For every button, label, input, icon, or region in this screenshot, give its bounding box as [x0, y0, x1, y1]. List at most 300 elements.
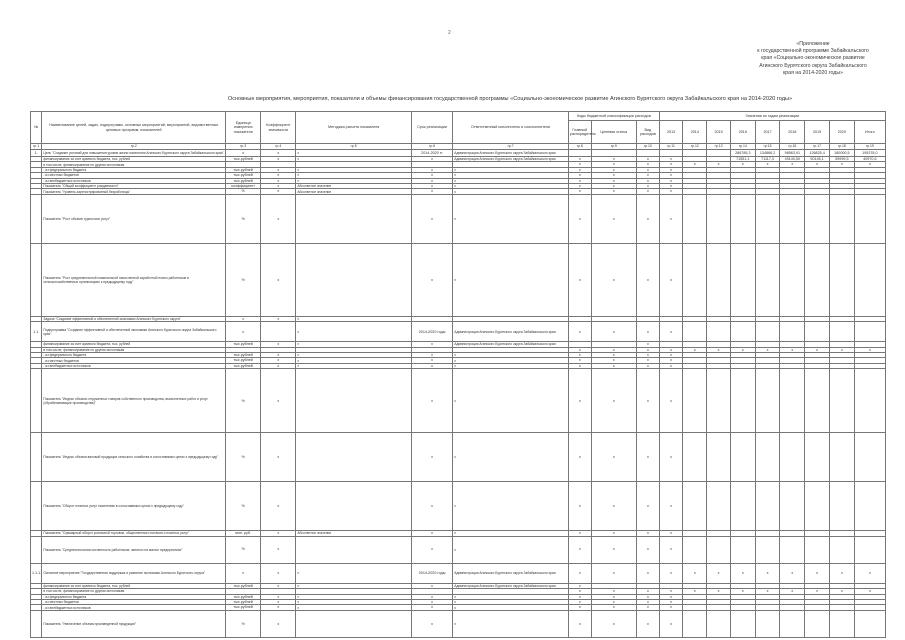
row-name-cell: Показатель "Оборот платных услуг населению в сопоставимых ценах к предыдущему году": [42, 482, 226, 531]
table-cell: х: [683, 347, 707, 352]
table-cell: х: [659, 369, 683, 433]
table-cell: х: [261, 316, 296, 321]
attachment-line: к государственной программе Забайкальского: [757, 48, 869, 55]
table-cell: х: [659, 157, 683, 162]
table-cell: х: [659, 189, 683, 194]
table-cell: [730, 433, 755, 482]
table-cell: [683, 322, 707, 342]
table-cell: [707, 482, 731, 531]
table-cell: 286785,3: [730, 150, 755, 157]
table-cell: х: [453, 167, 569, 172]
row-name-cell: - из внебюджетных источников: [42, 605, 226, 610]
table-cell: х: [296, 157, 412, 162]
table-cell: х: [261, 173, 296, 178]
table-cell: х: [591, 369, 636, 433]
table-cell: х: [707, 563, 731, 583]
table-cell: х: [568, 353, 591, 358]
table-cell: х: [591, 162, 636, 167]
table-cell: [683, 536, 707, 563]
table-cell: [829, 243, 854, 316]
table-cell: [854, 610, 885, 637]
table-cell: х: [411, 583, 452, 588]
table-cell: х: [591, 433, 636, 482]
table-cell: х: [637, 157, 660, 162]
table-cell: х: [296, 594, 412, 599]
column-index-cell: гр.15: [755, 144, 780, 150]
table-cell: х: [829, 162, 854, 167]
table-cell: х: [411, 243, 452, 316]
table-cell: [755, 243, 780, 316]
column-index-cell: гр.10: [637, 144, 660, 150]
table-cell: х: [780, 589, 805, 594]
header-year: 2014: [683, 121, 707, 144]
table-cell: х: [659, 594, 683, 599]
table-cell: х: [411, 184, 452, 189]
table-cell: х: [637, 342, 660, 347]
table-cell: х: [226, 563, 261, 583]
table-cell: х: [296, 353, 412, 358]
header-year: 2020: [829, 121, 854, 144]
table-cell: х: [591, 184, 636, 189]
row-name-cell: Показатель "Индекс объема отгруженных товаров собственного производства, выполненных работ и услуг (обрабатывающие производства)": [42, 369, 226, 433]
table-cell: тыс.рублей: [226, 594, 261, 599]
table-cell: х: [659, 194, 683, 243]
table-cell: х: [411, 482, 452, 531]
row-name-cell: - из внебюджетных источников: [42, 178, 226, 183]
table-cell: [755, 482, 780, 531]
table-cell: х: [637, 536, 660, 563]
table-cell: [296, 536, 412, 563]
table-cell: х: [568, 599, 591, 604]
row-name-cell: Задача "Создание эффективной и обеспеченной экономики Агинского Бурятского округа": [42, 316, 226, 321]
table-cell: [805, 610, 830, 637]
table-cell: х: [637, 162, 660, 167]
table-cell: х: [453, 363, 569, 368]
table-cell: %: [226, 433, 261, 482]
table-cell: х: [568, 583, 591, 588]
table-cell: х: [568, 194, 591, 243]
table-cell: [683, 194, 707, 243]
table-cell: х: [411, 605, 452, 610]
table-cell: х: [637, 433, 660, 482]
row-name-cell: финансирование за счет краевого бюджета, тыс. рублей: [42, 342, 226, 347]
row-name-cell: Показатель "Увеличение объема произведенной продукции": [42, 610, 226, 637]
header-year: 2017: [755, 121, 780, 144]
table-cell: х: [591, 605, 636, 610]
table-cell: [854, 433, 885, 482]
table-cell: х: [261, 563, 296, 583]
table-cell: [755, 610, 780, 637]
table-cell: х: [411, 189, 452, 194]
table-cell: [707, 243, 731, 316]
header-period: Срок реализации: [411, 112, 452, 144]
table-cell: х: [591, 173, 636, 178]
table-cell: х: [226, 322, 261, 342]
table-cell: Абсолютное значение: [296, 184, 412, 189]
table-cell: х: [854, 563, 885, 583]
table-cell: х: [659, 162, 683, 167]
table-cell: х: [755, 563, 780, 583]
table-cell: [31, 610, 42, 637]
table-cell: [659, 150, 683, 157]
table-cell: тыс.рублей: [226, 599, 261, 604]
table-cell: х: [568, 594, 591, 599]
table-cell: х: [591, 167, 636, 172]
row-name-cell: финансирование за счет краевого бюджета, тыс. рублей: [42, 583, 226, 588]
header-year: 2019: [805, 121, 830, 144]
table-cell: х: [637, 194, 660, 243]
table-cell: коэффициент: [226, 184, 261, 189]
header-code-cs: Целевая статья: [591, 121, 636, 144]
table-cell: х: [637, 599, 660, 604]
table-cell: х: [780, 347, 805, 352]
table-cell: х: [568, 563, 591, 583]
table-cell: х: [829, 589, 854, 594]
row-name-cell: - из федерального бюджета: [42, 167, 226, 172]
table-cell: 1.: [31, 150, 42, 157]
table-cell: х: [568, 536, 591, 563]
table-cell: х: [568, 162, 591, 167]
table-cell: х: [453, 531, 569, 536]
table-cell: [296, 433, 412, 482]
table-cell: х: [411, 363, 452, 368]
table-cell: х: [637, 173, 660, 178]
table-cell: [805, 194, 830, 243]
table-cell: х: [659, 184, 683, 189]
table-cell: [707, 536, 731, 563]
header-coef: Коэффициент значимости: [261, 112, 296, 144]
table-cell: тыс.рублей: [226, 605, 261, 610]
header-year: 2016: [730, 121, 755, 144]
table-cell: х: [568, 358, 591, 363]
table-cell: х: [568, 167, 591, 172]
column-index-cell: гр.1: [31, 144, 42, 150]
table-cell: х: [591, 531, 636, 536]
table-cell: х: [659, 173, 683, 178]
column-index-cell: гр.3: [226, 144, 261, 150]
table-cell: [755, 194, 780, 243]
table-cell: тыс.рублей: [226, 353, 261, 358]
row-name-cell: - из федерального бюджета: [42, 594, 226, 599]
table-cell: тыс.рублей: [226, 583, 261, 588]
table-cell: [730, 482, 755, 531]
table-cell: [755, 322, 780, 342]
table-cell: [780, 322, 805, 342]
table-cell: х: [659, 589, 683, 594]
table-cell: [31, 536, 42, 563]
header-year: 2018: [780, 121, 805, 144]
table-cell: 1.1.: [31, 322, 42, 342]
table-cell: [780, 536, 805, 563]
page-number: 2: [448, 30, 451, 36]
table-cell: [854, 369, 885, 433]
table-cell: х: [261, 189, 296, 194]
table-cell: [707, 150, 731, 157]
table-cell: х: [296, 178, 412, 183]
table-cell: Абсолютное значение: [296, 531, 412, 536]
table-cell: х: [261, 433, 296, 482]
table-cell: х: [854, 589, 885, 594]
table-row: [31, 369, 886, 433]
row-name-cell: - из местных бюджетов: [42, 358, 226, 363]
table-cell: х: [659, 178, 683, 183]
row-name-cell: - из внебюджетных источников: [42, 363, 226, 368]
table-cell: х: [637, 167, 660, 172]
table-cell: х: [296, 342, 412, 347]
table-cell: х: [659, 563, 683, 583]
table-cell: Абсолютное значение: [296, 189, 412, 194]
table-cell: х: [637, 184, 660, 189]
table-cell: [568, 150, 591, 157]
table-cell: 180000,5: [829, 150, 854, 157]
table-cell: х: [591, 599, 636, 604]
row-name-cell: финансирование за счет краевого бюджета, тыс. рублей: [42, 157, 226, 162]
table-cell: х: [411, 536, 452, 563]
table-cell: х: [755, 347, 780, 352]
table-cell: х: [854, 162, 885, 167]
table-cell: х: [261, 536, 296, 563]
table-cell: х: [296, 358, 412, 363]
header-row-top: [31, 112, 886, 121]
table-cell: [854, 194, 885, 243]
table-cell: [755, 536, 780, 563]
table-cell: х: [829, 563, 854, 583]
table-cell: х: [637, 189, 660, 194]
table-cell: х: [411, 353, 452, 358]
table-cell: х: [411, 531, 452, 536]
table-cell: х: [659, 482, 683, 531]
table-cell: х: [637, 358, 660, 363]
table-cell: [829, 322, 854, 342]
table-cell: [730, 322, 755, 342]
table-cell: х: [591, 563, 636, 583]
table-cell: 2014-2020 гг.: [411, 150, 452, 157]
table-cell: х: [453, 194, 569, 243]
table-cell: х: [637, 243, 660, 316]
document-title: Основные мероприятия, мероприятия, показатели и объемы финансирования государственной программы «Социально-экономическое развитие Агинского Бурятского округа Забайкальского края на 2014-2020 годы»: [227, 96, 793, 102]
row-name-cell: Цель "Создание условий для повышения уровня жизни населения Агинского Бурятского округа Забайкальского края": [43, 151, 224, 155]
table-cell: х: [261, 194, 296, 243]
table-cell: [755, 369, 780, 433]
table-body: [31, 144, 886, 638]
table-cell: х: [453, 482, 569, 531]
column-index-cell: гр.16: [780, 144, 805, 150]
table-cell: [707, 194, 731, 243]
table-cell: х: [226, 150, 261, 157]
table-cell: %: [226, 369, 261, 433]
table-cell: [854, 536, 885, 563]
table-cell: Администрация Агинского Бурятского округа Забайкальского края: [453, 563, 569, 583]
table-cell: х: [411, 173, 452, 178]
table-cell: х: [637, 178, 660, 183]
table-cell: х: [683, 589, 707, 594]
table-cell: х: [730, 347, 755, 352]
table-row: [31, 194, 886, 243]
table-cell: х: [453, 353, 569, 358]
table-cell: х: [411, 178, 452, 183]
table-cell: [707, 369, 731, 433]
table-cell: [707, 610, 731, 637]
table-cell: х: [637, 482, 660, 531]
row-name-cell: - из федерального бюджета: [42, 353, 226, 358]
table-cell: [31, 433, 42, 482]
table-cell: 134866,2: [755, 150, 780, 157]
table-cell: х: [261, 243, 296, 316]
table-row: [31, 243, 886, 316]
table-cell: [296, 610, 412, 637]
table-cell: х: [568, 589, 591, 594]
table-cell: х: [805, 347, 830, 352]
row-name-cell: в том числе, финансирование по другим источникам: [42, 162, 226, 167]
table-cell: х: [261, 342, 296, 347]
table-cell: [854, 482, 885, 531]
header-name: Наименование целей, задач, подпрограмм, основных мероприятий, мероприятий, ведомственных целевых программ, показателей: [42, 112, 226, 144]
column-index-cell: гр.7: [453, 144, 569, 150]
header-by-years: Значения по годам реализации: [659, 112, 885, 121]
table-cell: х: [591, 347, 636, 352]
column-index-cell: гр.5: [296, 144, 412, 150]
table-cell: Администрация Агинского Бурятского округа Забайкальского края: [453, 150, 569, 157]
table-cell: [730, 243, 755, 316]
row-name-cell: - из местных бюджетов: [42, 173, 226, 178]
table-cell: х: [261, 167, 296, 172]
table-cell: [31, 194, 42, 243]
table-cell: х: [591, 589, 636, 594]
table-cell: [829, 482, 854, 531]
row-name-cell: Показатель "Общий коэффициент рождаемости": [42, 184, 226, 189]
table-row: [31, 563, 886, 583]
table-cell: х: [453, 369, 569, 433]
table-cell: [261, 322, 296, 342]
table-cell: х: [261, 531, 296, 536]
column-index-cell: гр.17: [805, 144, 830, 150]
table-cell: тыс.рублей: [226, 363, 261, 368]
attachment-line: края на 2014-2020 годы»: [783, 69, 843, 76]
table-cell: х: [411, 194, 452, 243]
table-cell: х: [568, 369, 591, 433]
table-cell: [683, 150, 707, 157]
table-cell: х: [780, 563, 805, 583]
column-index-cell: гр.9: [591, 144, 636, 150]
table-cell: [805, 433, 830, 482]
row-name-cell: Основное мероприятие "Государственная поддержка и развитие экономики Агинского Бурятского округа": [42, 563, 226, 583]
table-cell: х: [453, 610, 569, 637]
column-index-cell: гр.6: [411, 144, 452, 150]
table-cell: х: [261, 157, 296, 162]
table-cell: х: [805, 162, 830, 167]
table-cell: [683, 243, 707, 316]
row-name-cell: в том числе, финансирование по другим источникам: [42, 589, 226, 594]
table-cell: х: [755, 589, 780, 594]
table-cell: х: [296, 167, 412, 172]
table-cell: х: [296, 563, 412, 583]
table-cell: х: [683, 162, 707, 167]
row-name-cell: Подпрограмма "Создание эффективной и обеспеченной экономики Агинского Бурятского округа Забайкальского края": [42, 322, 226, 342]
table-cell: х: [591, 363, 636, 368]
header-unit: Единица измерения показателя: [226, 112, 261, 144]
table-cell: х: [591, 482, 636, 531]
table-cell: [637, 150, 660, 157]
table-cell: 1.1.1.: [31, 563, 42, 583]
table-cell: [296, 243, 412, 316]
column-index-cell: гр.8: [568, 144, 591, 150]
table-cell: х: [659, 358, 683, 363]
table-cell: х: [453, 358, 569, 363]
table-cell: х: [411, 594, 452, 599]
table-cell: х: [591, 322, 636, 342]
table-cell: х: [637, 610, 660, 637]
table-cell: х: [411, 157, 452, 162]
table-cell: тыс.рублей: [226, 157, 261, 162]
table-cell: х: [780, 162, 805, 167]
table-cell: х: [261, 184, 296, 189]
row-name-cell: Показатель "Среднесписочная численность работников, занятых на малых предприятиях": [42, 536, 226, 563]
row-name-cell: Показатель "Суммарный оборот розничной торговли, общественного питания и платных услуг": [42, 531, 226, 536]
table-cell: [707, 322, 731, 342]
table-cell: 49140,50: [780, 157, 805, 162]
table-cell: 59999,5: [829, 157, 854, 162]
table-cell: х: [296, 150, 412, 157]
table-cell: тыс.рублей: [226, 358, 261, 363]
table-cell: х: [296, 599, 412, 604]
table-cell: х: [453, 184, 569, 189]
table-cell: х: [411, 433, 452, 482]
table-cell: [805, 243, 830, 316]
table-cell: х: [637, 353, 660, 358]
header-responsible: Ответственный исполнитель и соисполнители: [453, 112, 569, 144]
table-cell: 98563,91: [780, 150, 805, 157]
table-cell: х: [411, 369, 452, 433]
table-cell: х: [568, 605, 591, 610]
table-cell: х: [637, 563, 660, 583]
table-cell: тыс.рублей: [226, 178, 261, 183]
table-cell: х: [683, 563, 707, 583]
table-cell: х: [659, 363, 683, 368]
column-index-cell: гр.12: [683, 144, 707, 150]
table-cell: х: [453, 536, 569, 563]
table-cell: х: [261, 369, 296, 433]
column-index-cell: гр.4: [261, 144, 296, 150]
table-cell: х: [261, 178, 296, 183]
table-row: [31, 536, 886, 563]
table-cell: [683, 610, 707, 637]
table-cell: [730, 536, 755, 563]
table-cell: %: [226, 482, 261, 531]
table-cell: 126825,4: [805, 150, 830, 157]
table-cell: [730, 610, 755, 637]
table-cell: х: [411, 610, 452, 637]
table-cell: х: [707, 589, 731, 594]
table-cell: х: [411, 167, 452, 172]
table-cell: [829, 433, 854, 482]
table-cell: х: [261, 605, 296, 610]
table-cell: х: [659, 531, 683, 536]
column-index-cell: гр.2: [42, 144, 226, 150]
table-cell: х: [659, 536, 683, 563]
table-cell: [780, 482, 805, 531]
table-cell: [296, 482, 412, 531]
table-cell: х: [296, 173, 412, 178]
row-name-cell: Показатель "Уровень зарегистрированной безработицы": [42, 189, 226, 194]
table-cell: [805, 482, 830, 531]
table-cell: х: [591, 358, 636, 363]
table-cell: [805, 322, 830, 342]
table-cell: х: [637, 347, 660, 352]
table-cell: х: [261, 363, 296, 368]
table-cell: [780, 433, 805, 482]
table-cell: [296, 369, 412, 433]
table-cell: Администрация Агинского Бурятского округа Забайкальского края: [453, 583, 569, 588]
